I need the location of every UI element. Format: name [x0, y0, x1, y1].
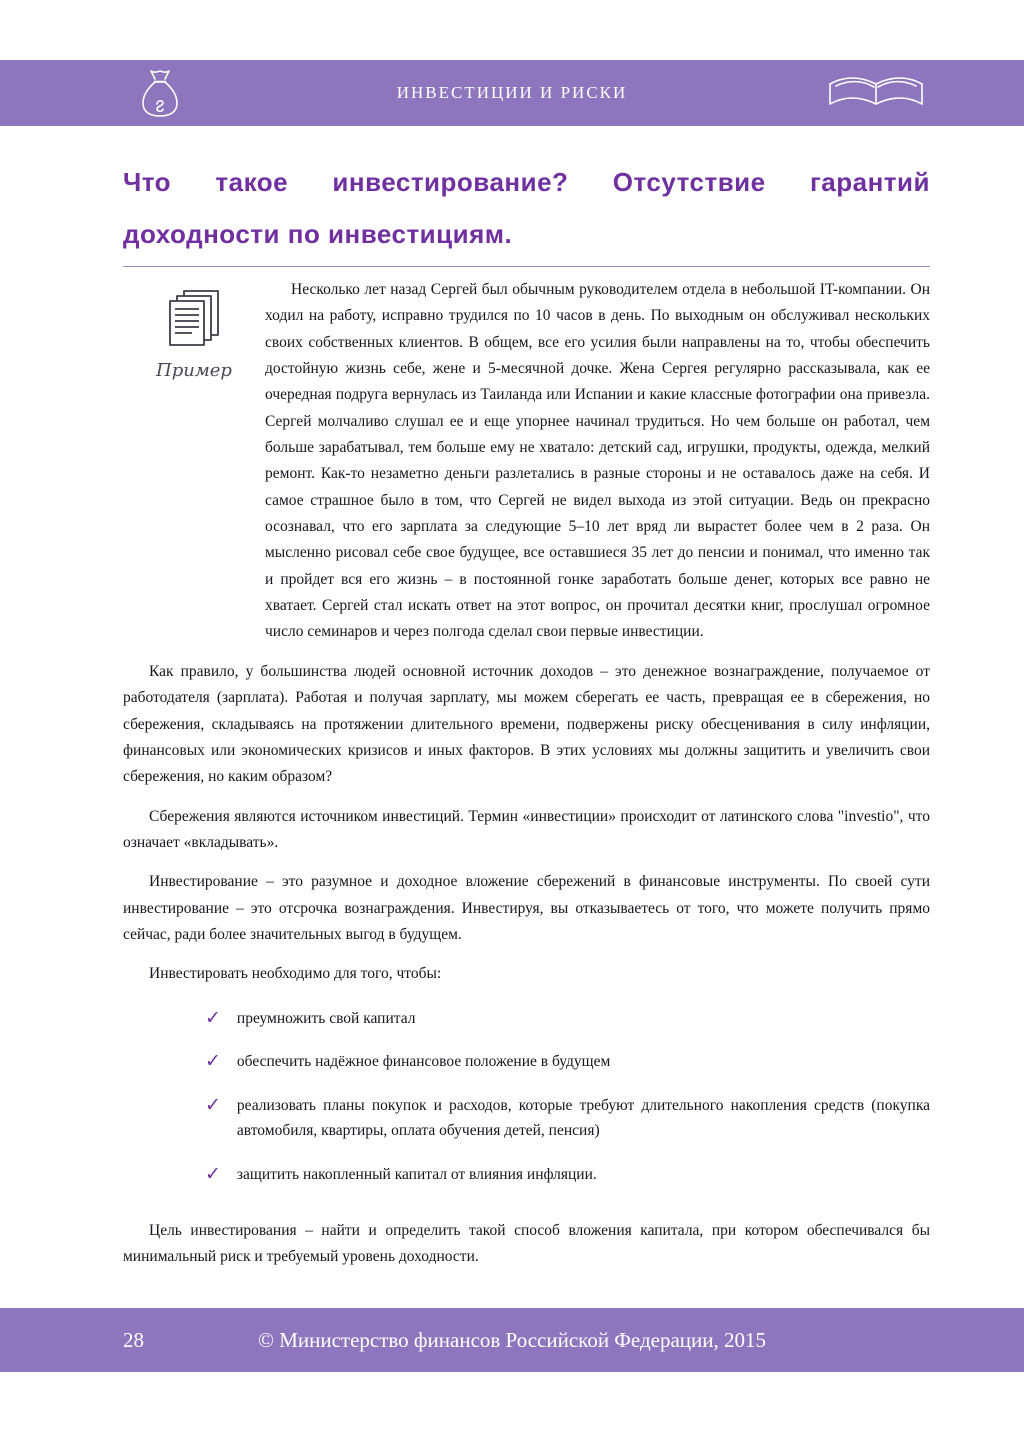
example-icon-column: [123, 277, 265, 646]
closing-paragraph: Цель инвестирования – найти и определить такой способ вложения капитала, при котором обеспечивался бы минимальный риск и требуемый уровень доходности.: [123, 1221, 930, 1265]
check-icon: ✓: [205, 1094, 221, 1117]
documents-icon: [162, 287, 226, 351]
body-paragraph: Сбережения являются источником инвестиций. Термин «инвестиции» происходит от латинского слова "investio", что означает «вкладывать».: [123, 807, 930, 851]
list-item-text: защитить накопленный капитал от влияния инфляции.: [236, 1165, 597, 1183]
body-paragraph: Как правило, у большинства людей основной источник доходов – это денежное вознаграждение, получаемое от работодателя (зарплата). Работая и получая зарплату, мы можем сберегать ее часть, превращая ее в сбережения, но сбережения, складываясь на протяжении длительного времени, подвержены риску обесценивания в силу инфляции, финансовых или экономических кризисов и иных факторов. В этих условиях мы должны защитить и увеличить свои сбережения, но каким образом?: [123, 662, 930, 786]
heading-divider: [123, 266, 930, 267]
page-number: 28: [123, 1327, 144, 1352]
check-icon: ✓: [205, 1006, 221, 1029]
footer-copyright: © Министерство финансов Российской Федерации, 2015: [258, 1327, 766, 1352]
page-footer-band: [0, 1308, 1024, 1372]
list-item: [205, 1094, 930, 1144]
body-paragraph: Инвестирование – это разумное и доходное вложение сбережений в финансовые инструменты. По своей сути инвестирование – это отсрочка вознаграждения. Инвестируя, вы отказываетесь от того, что можете получить прямо сейчас, ради более значительных выгод в будущем.: [123, 873, 930, 943]
list-intro: Инвестировать необходимо для того, чтобы:: [149, 965, 442, 983]
check-icon: ✓: [205, 1162, 221, 1185]
check-icon: ✓: [205, 1050, 221, 1073]
investment-goals-list: [205, 1007, 930, 1188]
open-book-icon: [826, 74, 926, 114]
list-item: [205, 1007, 930, 1032]
page-title: Что такое инвестирование? Отсутствие гарантий доходности по инвестициям.: [123, 167, 930, 249]
header-title: ИНВЕСТИЦИИ И РИСКИ: [396, 83, 628, 102]
example-block: [123, 277, 930, 646]
list-item-text: обеспечить надёжное финансовое положение в будущем: [236, 1053, 611, 1071]
page-header-band: [0, 60, 1024, 126]
list-item-text: реализовать планы покупок и расходов, которые требуют длительного накопления средств (покупка автомобиля, квартиры, оплата обучения детей, пенсия): [236, 1097, 930, 1139]
page-content: [123, 156, 930, 1270]
list-item-text: преумножить свой капитал: [236, 1009, 416, 1027]
list-item: [205, 1050, 930, 1075]
list-item: [205, 1163, 930, 1188]
example-text: Несколько лет назад Сергей был обычным руководителем отдела в небольшой IT-компании. Он ходил на работу, исправно трудился по 10 часов в день. По выходным он обслуживал нескольких своих собственных клиентов. В общем, все его усилия были направлены на то, чтобы обеспечить достойную жизнь себе, жене и 5-месячной дочке. Жена Сергея регулярно рассказывала, как ее очередная подруга вернулась из Таиланда или Испании и какие классные фотографии она привезла. Сергей молчаливо слушал ее и еще упорнее начинал трудиться. Но чем больше он работал, чем больше зарабатывал, тем больше ему не хватало: детский сад, игрушки, продукты, одежда, мелкий ремонт. Как-то незаметно деньги разлетались в разные стороны и не оставалось даже на себя. И самое страшное было в том, что Сергей не видел выхода из этой ситуации. Ведь он прекрасно осознавал, что его зарплата за следующие 5–10 лет вряд ли вырастет более чем в 2 раза. Он мысленно рисовал себе свое будущее, все оставшиеся 35 лет до пенсии и понимал, что именно так и пройдет вся его жизнь – в постоянной гонке заработать больше денег, которых все равно не хватает. Сергей стал искать ответ на этот вопрос, он прочитал десятки книг, прослушал огромное число семинаров и через полгода сделал свои первые инвестиции.: [265, 281, 930, 641]
example-label: Пример: [156, 360, 232, 381]
